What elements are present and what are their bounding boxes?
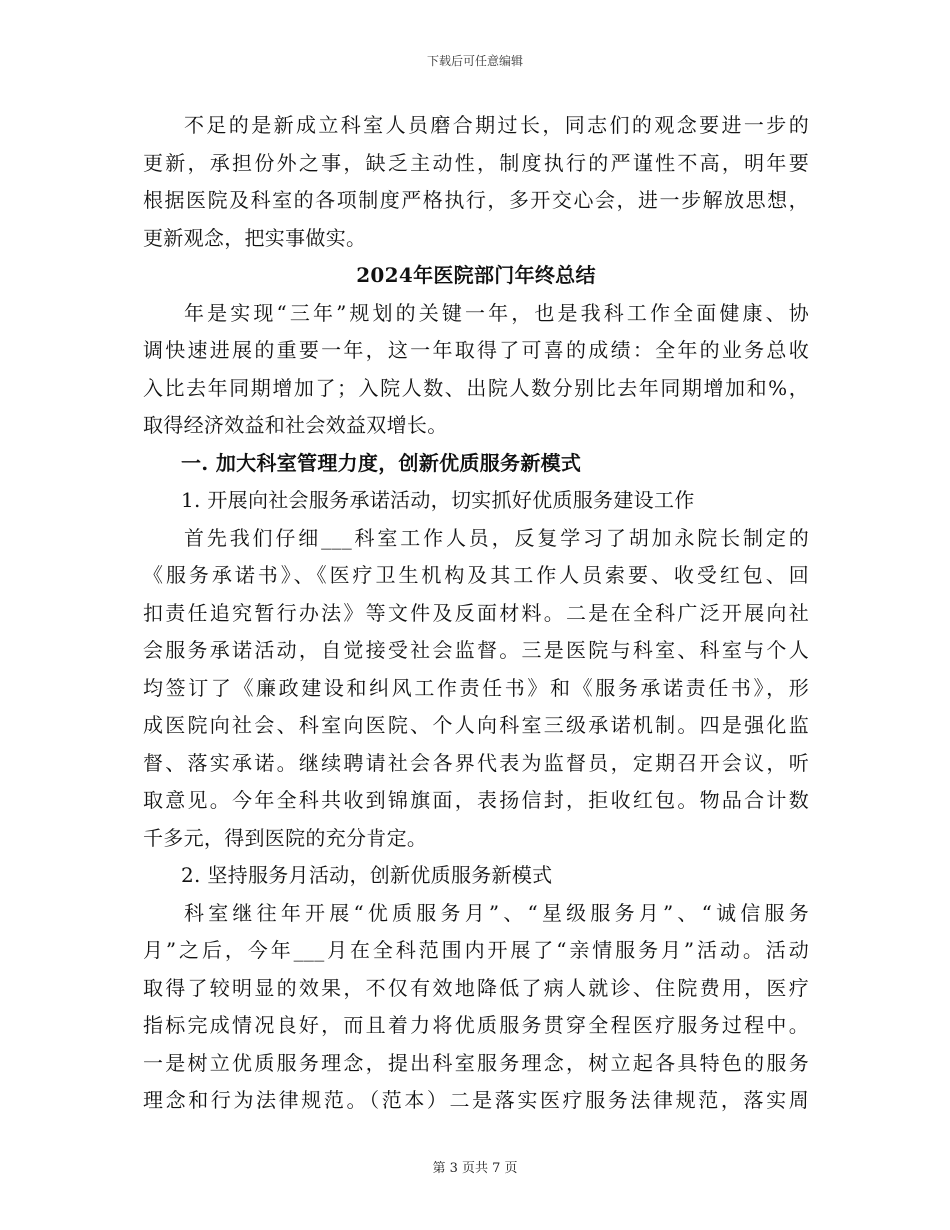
body-text-line: 指标完成情况良好，而且着力将优质服务贯穿全程医疗服务过程中。 (143, 1013, 809, 1037)
body-text-line: 督、落实承诺。继续聘请社会各界代表为监督员，定期召开会议，听 (143, 750, 809, 775)
body-text-line: 取意见。今年全科共收到锦旗面，表扬信封，拒收红包。物品合计数 (143, 788, 809, 812)
body-text-line: 《服务承诺书》、《医疗卫生机构及其工作人员索要、收受红包、回 (143, 563, 809, 587)
body-text-line: 理念和行为法律规范。（范本）二是落实医疗服务法律规范，落实周 (143, 1088, 809, 1112)
body-text-line: 月”之后，今年___月在全科范围内开展了“亲情服务月”活动。活动 (143, 938, 809, 962)
body-text-line: 取得了较明显的效果，不仅有效地降低了病人就诊、住院费用，医疗 (143, 975, 809, 1000)
body-text-line: 2. 坚持服务月活动，创新优质服务新模式 (181, 863, 553, 887)
body-text-line: 年是实现“三年”规划的关键一年，也是我科工作全面健康、协 (184, 300, 809, 325)
body-text-line: 科室继往年开展“优质服务月”、“星级服务月”、“诚信服务 (184, 900, 809, 925)
body-text-line: 首先我们仔细___科室工作人员，反复学习了胡加永院长制定的 (184, 525, 809, 550)
document-title: 2024年医院部门年终总结 (356, 263, 596, 287)
section-heading: 一. 加大科室管理力度，创新优质服务新模式 (181, 450, 582, 475)
body-text-line: 1. 开展向社会服务承诺活动，切实抓好优质服务建设工作 (181, 488, 695, 512)
body-text-line: 千多元，得到医院的充分肯定。 (143, 825, 428, 850)
body-text-line: 更新，承担份外之事，缺乏主动性，制度执行的严谨性不高，明年要 (143, 150, 809, 175)
body-text-line: 均签订了《廉政建设和纠风工作责任书》和《服务承诺责任书》，形 (143, 675, 809, 700)
page-footer: 第 3 页共 7 页 (432, 1161, 518, 1176)
document-body (143, 107, 809, 1120)
body-text-line: 会服务承诺活动，自觉接受社会监督。三是医院与科室、科室与个人 (143, 638, 809, 662)
body-text-line: 扣责任追究暂行办法》等文件及反面材料。二是在全科广泛开展向社 (143, 600, 809, 625)
body-text-line: 一是树立优质服务理念，提出科室服务理念，树立起各具特色的服务 (143, 1050, 809, 1075)
body-text-line: 调快速进展的重要一年，这一年取得了可喜的成绩：全年的业务总收 (143, 338, 809, 362)
body-text-line: 成医院向社会、科室向医院、个人向科室三级承诺机制。四是强化监 (143, 713, 809, 737)
body-text-line: 取得经济效益和社会效益双增长。 (143, 413, 448, 437)
body-text-line: 更新观念，把实事做实。 (143, 225, 367, 250)
body-text-line: 不足的是新成立科室人员磨合期过长，同志们的观念要进一步的 (184, 113, 809, 137)
page-header: 下载后可任意编辑 (426, 54, 523, 68)
body-text-line: 根据医院及科室的各项制度严格执行，多开交心会，进一步解放思想， (143, 188, 809, 212)
body-text-line: 入比去年同期增加了；入院人数、出院人数分别比去年同期增加和%， (143, 375, 809, 400)
